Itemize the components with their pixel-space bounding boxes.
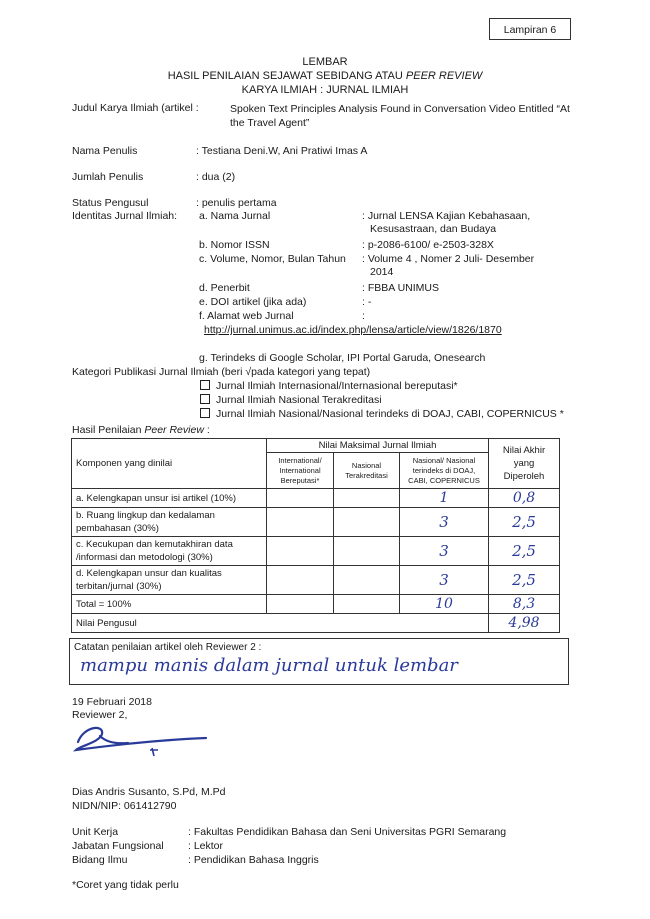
volume-value-2: 2014 [370,266,394,278]
title-hasil [0,70,650,82]
journal-url-link[interactable]: http://jurnal.unimus.ac.id/index.php/lensa/article/view/1826/1870 [204,324,502,336]
issn-value: : p-2086-6100/ e-2503-328X [362,239,494,251]
row-score: 3 [400,508,489,537]
unit-value: : Fakultas Pendidikan Bahasa dan Seni Universitas PGRI Semarang [188,826,507,838]
judul-label: Judul Karya Ilmiah (artikel : [72,102,199,114]
volume-value: : Volume 4 , Nomer 2 Juli- Desember [362,253,535,265]
pengusul-final: 4,98 [489,614,560,633]
status-label: Status Pengusul [72,197,149,209]
nilai-akhir-header: Nilai Akhir yang Diperoleh [489,439,560,489]
nilai-maks-header: Nilai Maksimal Jurnal Ilmiah [267,439,489,453]
signature-icon [66,716,216,764]
bidang-value: : Pendidikan Bahasa Inggris [188,854,319,866]
row-label: b. Ruang lingkup dan kedalaman pembahasan (30%) [72,508,267,537]
web-value: : [362,310,365,322]
review-table [71,438,560,633]
nama-jurnal-value-2: Kesusastraan, dan Budaya [370,223,497,235]
empty-cell [267,489,334,508]
reviewer-label: Reviewer 2, [72,709,128,721]
jabatan-value: : Lektor [188,840,224,852]
checkbox-icon[interactable] [200,408,210,418]
title-hasil-text: HASIL PENILAIAN SEJAWAT SEBIDANG ATAU [167,70,406,82]
judul-value: Spoken Text Principles Analysis Found in Conversation Video Entitled “At the Travel Agent” [230,103,570,129]
checkbox-icon[interactable] [200,394,210,404]
kategori-option-2-label: Jurnal Ilmiah Nasional Terakreditasi [216,394,382,406]
empty-cell [267,537,334,566]
doi-label: e. DOI artikel (jika ada) [199,296,307,308]
hasil-label-italic: Peer Review [144,424,204,436]
checkbox-icon[interactable] [200,380,210,390]
doi-value: : - [362,296,372,308]
title-lembar: LEMBAR [302,56,348,68]
jumlah-penulis-value: : dua (2) [196,171,236,183]
row-final: 2,5 [489,537,560,566]
empty-cell [267,566,334,595]
empty-cell [267,508,334,537]
status-value: : penulis pertama [196,197,277,209]
pengusul-label: Nilai Pengusul [72,614,489,633]
total-label: Total = 100% [72,595,267,614]
notes-label: Catatan penilaian artikel oleh Reviewer 2 : [74,642,262,653]
row-label: a. Kelengkapan unsur isi artikel (10%) [72,489,267,508]
terindeks-label: g. Terindeks di Google Scholar, IPI Portal Garuda, Onesearch [199,352,486,364]
nama-penulis-label: Nama Penulis [72,145,138,157]
footnote: *Coret yang tidak perlu [72,879,179,891]
row-score: 3 [400,566,489,595]
komponen-header: Komponen yang dinilai [72,439,267,489]
empty-cell [334,537,400,566]
row-final: 2,5 [489,508,560,537]
table-row [72,595,560,614]
table-row [72,537,560,566]
identitas-label: Identitas Jurnal Ilmiah: [72,210,178,222]
nama-penulis-value: : Testiana Deni.W, Ani Pratiwi Imas A [196,145,368,157]
kategori-option-1-label: Jurnal Ilmiah Internasional/Internasional bereputasi* [216,380,458,392]
unit-label: Unit Kerja [72,826,119,838]
kategori-option-2[interactable] [200,394,382,406]
kategori-option-3-label: Jurnal Ilmiah Nasional/Nasional terindeks di DOAJ, CABI, COPERNICUS * [216,408,564,420]
nidn: NIDN/NIP: 061412790 [72,800,177,812]
penerbit-value: : FBBA UNIMUS [362,282,440,294]
empty-cell [334,595,400,614]
total-score: 10 [400,595,489,614]
bidang-label: Bidang Ilmu [72,854,128,866]
date: 19 Februari 2018 [72,696,152,708]
penerbit-label: d. Penerbit [199,282,250,294]
row-label: d. Kelengkapan unsur dan kualitas terbitan/jurnal (30%) [72,566,267,595]
nama-jurnal-label: a. Nama Jurnal [199,210,271,222]
table-row [72,489,560,508]
empty-cell [334,566,400,595]
col-doaj: Nasional/ Nasional terindeks di DOAJ, CABI, COPERNICUS [400,453,489,489]
row-label: c. Kecukupan dan kemutakhiran data /informasi dan metodologi (30%) [72,537,267,566]
hasil-label-text: Hasil Penilaian [72,424,145,436]
table-row [72,566,560,595]
hasil-label-end: : [203,424,210,436]
kategori-option-3[interactable] [200,408,564,420]
reviewer-notes-box [69,638,569,685]
reviewer-name: Dias Andris Susanto, S.Pd, M.Pd [72,786,226,798]
row-final: 0,8 [489,489,560,508]
row-score: 3 [400,537,489,566]
kategori-label: Kategori Publikasi Jurnal Ilmiah (beri √pada kategori yang tepat) [72,366,371,378]
notes-handwriting: mampu manis dalam jurnal untuk lembar [80,655,458,676]
volume-label: c. Volume, Nomor, Bulan Tahun [199,253,346,265]
row-final: 2,5 [489,566,560,595]
empty-cell [334,489,400,508]
empty-cell [334,508,400,537]
col-terakreditasi: Nasional Terakreditasi [334,453,400,489]
issn-label: b. Nomor ISSN [199,239,270,251]
row-score: 1 [400,489,489,508]
hasil-label [72,424,210,436]
table-row [72,508,560,537]
kategori-option-1[interactable] [200,380,458,392]
title-peer-review: PEER REVIEW [405,70,483,82]
nama-jurnal-value: : Jurnal LENSA Kajian Kebahasaan, [362,210,531,222]
jumlah-penulis-label: Jumlah Penulis [72,171,144,183]
title-karya: KARYA ILMIAH : JURNAL ILMIAH [241,84,409,96]
web-label: f. Alamat web Jurnal [199,310,294,322]
total-final: 8,3 [489,595,560,614]
col-international: International/ International Bereputasi* [267,453,334,489]
lampiran-box: Lampiran 6 [489,18,571,40]
empty-cell [267,595,334,614]
jabatan-label: Jabatan Fungsional [72,840,164,852]
table-row [72,614,560,633]
